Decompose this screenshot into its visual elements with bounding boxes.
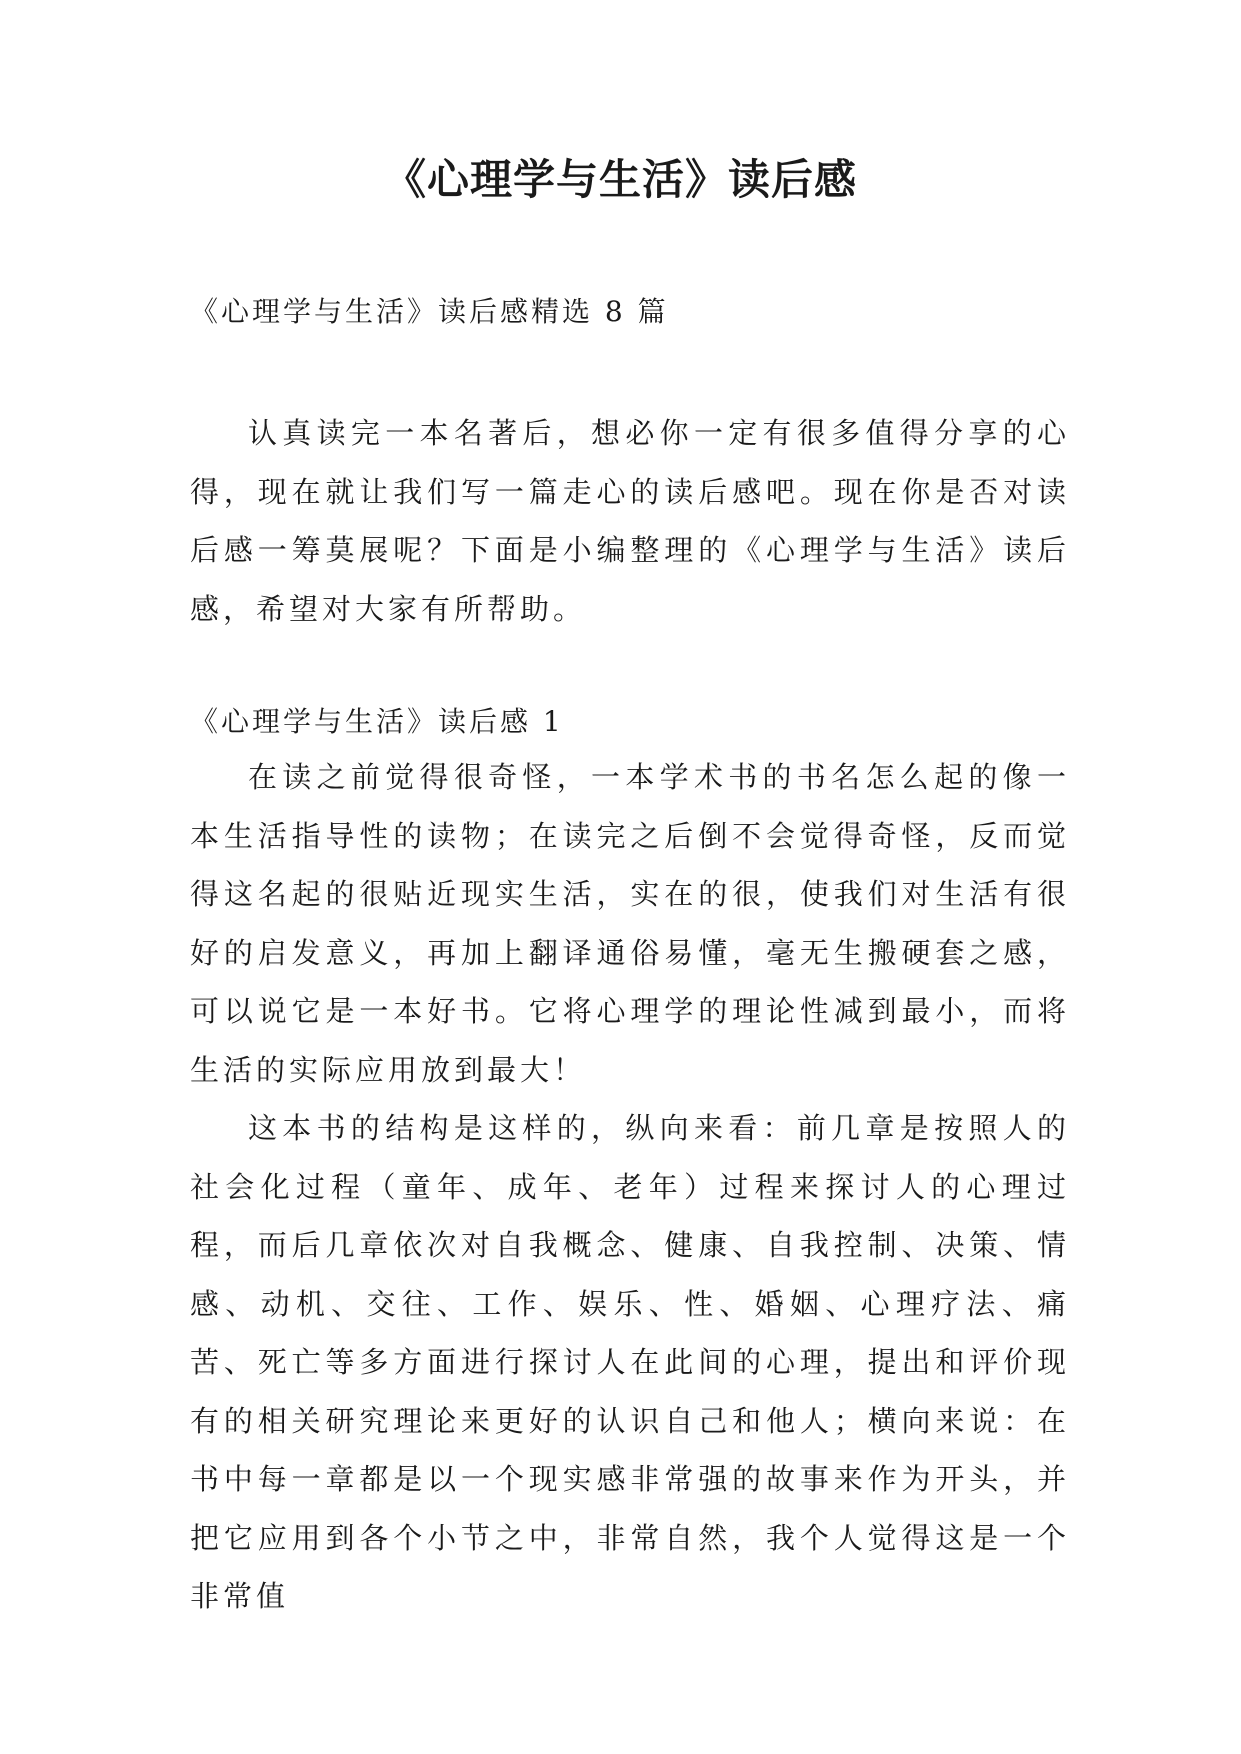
document-subtitle: 《心理学与生活》读后感精选 8 篇 bbox=[190, 295, 669, 328]
intro-paragraph: 认真读完一本名著后，想必你一定有很多值得分享的心得，现在就让我们写一篇走心的读后感吧。现在你是否对读后感一筹莫展呢？下面是小编整理的《心理学与生活》读后感，希望对大家有所帮助。 bbox=[190, 416, 1070, 626]
section-1-heading: 《心理学与生活》读后感 1 bbox=[190, 705, 564, 738]
section-1-body bbox=[190, 748, 1070, 1626]
intro-section bbox=[190, 404, 1070, 638]
document-title: 《心理学与生活》读后感 bbox=[383, 155, 857, 204]
section-1-paragraph-2: 这本书的结构是这样的，纵向来看：前几章是按照人的社会化过程（童年、成年、老年）过程来探讨人的心理过程，而后几章依次对自我概念、健康、自我控制、决策、情感、动机、交往、工作、娱乐、性、婚姻、心理疗法、痛苦、死亡等多方面进行探讨人在此间的心理，提出和评价现有的相关研究理论来更好的认识自己和他人；横向来说：在书中每一章都是以一个现实感非常强的故事来作为开头，并把它应用到各个小节之中，非常自然，我个人觉得这是一个非常值 bbox=[190, 1111, 1070, 1613]
section-1-paragraph-1: 在读之前觉得很奇怪，一本学术书的书名怎么起的像一本生活指导性的读物；在读完之后倒不会觉得奇怪，反而觉得这名起的很贴近现实生活，实在的很，使我们对生活有很好的启发意义，再加上翻译通俗易懂，毫无生搬硬套之感，可以说它是一本好书。它将心理学的理论性减到最小，而将生活的实际应用放到最大！ bbox=[190, 760, 1070, 1087]
